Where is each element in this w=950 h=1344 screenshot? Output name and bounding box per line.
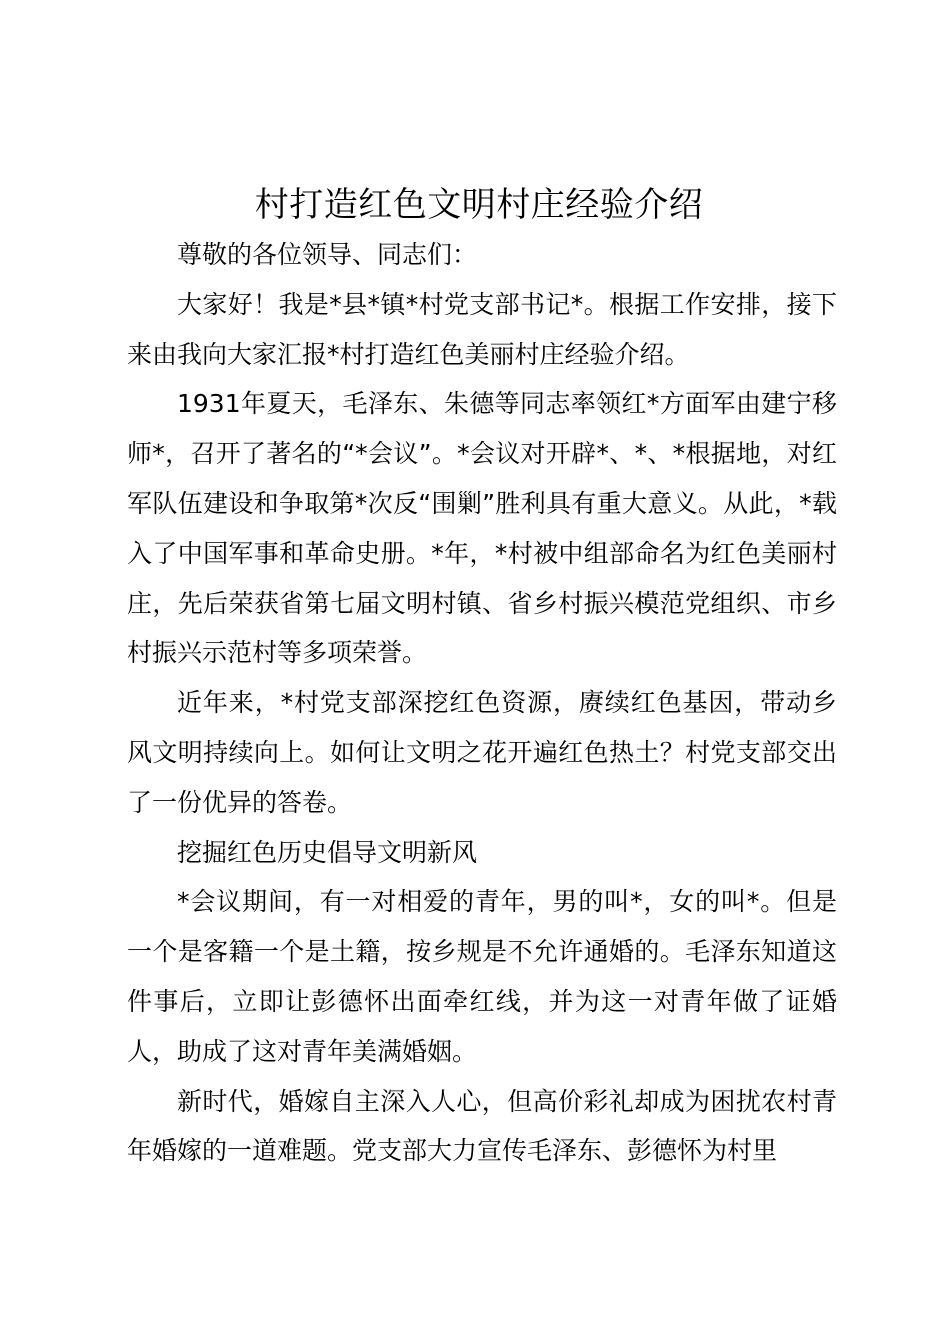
story-paragraph: *会议期间，有一对相爱的青年，男的叫*，女的叫*。但是一个是客籍一个是土籍，按乡规是不允许通婚的。毛泽东知道这件事后，立即让彭德怀出面牵红线，并为这一对青年做了证婚人，助成了这对青年美满婚姻。	[127, 887, 837, 1066]
greeting-paragraph: 尊敬的各位领导、同志们：	[177, 240, 478, 269]
document-title: 村打造红色文明村庄经验介绍	[254, 185, 704, 225]
section-heading: 挖掘红色历史倡导文明新风	[177, 837, 478, 867]
history-paragraph: 1931年夏天，毛泽东、朱德等同志率领红*方面军由建宁移师*，召开了著名的“*会议”。*会议对开辟*、*、*根据地，对红军队伍建设和争取第*次反“围剿”胜利具有重大意义。从此，*载入了中国军事和革命史册。*年，*村被中组部命名为红色美丽村庄，先后荣获省第七届文明村镇、省乡村振兴模范党组织、市乡村振兴示范村等多项荣誉。	[127, 389, 837, 668]
new-era-paragraph: 新时代，婚嫁自主深入人心，但高价彩礼却成为困扰农村青年婚嫁的一道难题。党支部大力宣传毛泽东、彭德怀为村里	[127, 1086, 837, 1166]
recent-years-paragraph: 近年来，*村党支部深挖红色资源，赓续红色基因，带动乡风文明持续向上。如何让文明之花开遍红色热土？村党支部交出了一份优异的答卷。	[127, 688, 837, 817]
intro-paragraph: 大家好！我是*县*镇*村党支部书记*。根据工作安排，接下来由我向大家汇报*村打造红色美丽村庄经验介绍。	[127, 289, 837, 369]
document-body	[127, 230, 837, 1176]
